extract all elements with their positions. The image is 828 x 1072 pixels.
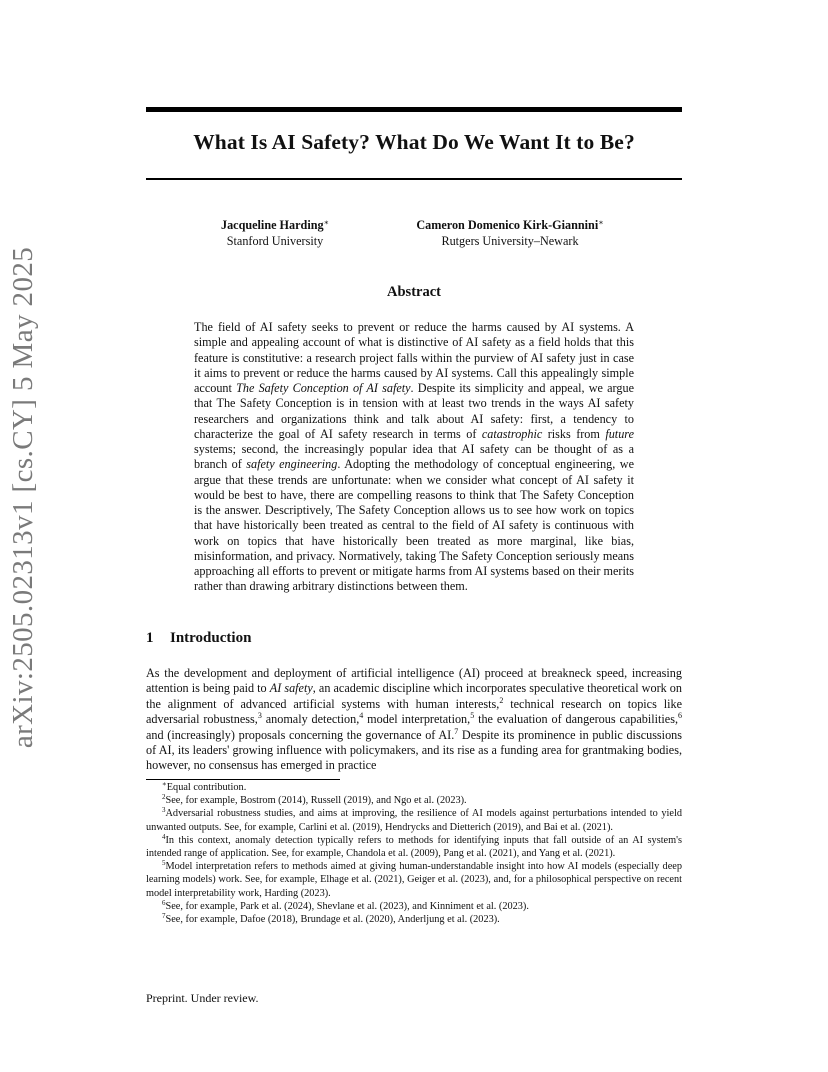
author-block-2 [395, 217, 625, 249]
footnote-mark: 3 [162, 806, 166, 815]
footnote-text: See, for example, Dafoe (2018), Brundage et al. (2020), Anderljung et al. (2023). [165, 914, 500, 926]
arxiv-sidebar-stamp [2, 246, 46, 749]
arxiv-identifier: arXiv:2505.02313v1 [cs.CY] 5 May 2025 [7, 246, 40, 749]
footnote [146, 807, 682, 833]
footnote-mark: 5 [162, 859, 166, 868]
emphasis-text: future [605, 426, 634, 441]
text-run: technical research on topics like adversarial robustness, [146, 696, 682, 727]
footnote [146, 913, 682, 926]
text-run: . Despite its simplicity and appeal, we argue that The Safety Conception is in tension with at least two trends in the ways AI safety researchers and organizations think and talk about AI safety: first, a tendency to characterize the goal of AI safety research in terms of [194, 381, 634, 441]
footnote-mark: ∗ [162, 780, 167, 788]
footnote-mark: 7 [162, 912, 166, 921]
section-number: 1 [146, 630, 154, 646]
author-mark: ∗ [323, 218, 330, 227]
text-run: model interpretation, [363, 712, 471, 727]
abstract-heading: Abstract [387, 284, 441, 300]
text-run: anomaly detection, [261, 712, 360, 727]
text-run: the evaluation of dangerous capabilities, [474, 712, 679, 727]
footnote-ref: 7 [454, 726, 459, 736]
footnote-mark: 4 [162, 832, 166, 841]
section-title: Introduction [170, 630, 252, 646]
section-heading [146, 630, 251, 647]
footnote [146, 781, 682, 794]
emphasis-text: safety engineering [246, 457, 338, 472]
text-run: risks from [542, 426, 606, 441]
footnote [146, 860, 682, 900]
footnote-mark: 6 [162, 898, 166, 907]
emphasis-text: The Safety Conception of AI safety [236, 381, 411, 395]
abstract-body [194, 320, 634, 595]
footnote [146, 794, 682, 807]
author-name: Jacqueline Harding [220, 218, 324, 232]
author-name: Cameron Domenico Kirk-Giannini [416, 218, 599, 232]
footnote-ref: 5 [470, 711, 475, 721]
footnote-ref: 4 [359, 711, 364, 721]
emphasis-text: AI safety [269, 681, 313, 696]
footnote-text: See, for example, Park et al. (2024), Shevlane et al. (2023), and Kinniment et al. (2023). [165, 900, 529, 912]
emphasis-text: catastrophic [481, 426, 543, 441]
author-block-1 [200, 217, 350, 249]
title-bottom-rule [146, 178, 682, 180]
author-affiliation: Stanford University [226, 234, 324, 248]
text-run: The field of AI safety seeks to prevent or reduce the harms caused by AI systems. A simple and appealing account of what is distinctive of AI safety as a field holds that this feature is constitutive: a research project falls within the purview of AI safety just in case it aims to prevent or reduce the harms caused by AI systems. Call this appealingly simple account [194, 320, 634, 395]
footnote-text: In this context, anomaly detection typically refers to methods for identifying inputs that fall outside of an AI system's intended range of application. See, for example, Chandola et al. (2009), Pang et al. (2021), and Yang et al. (2021). [146, 834, 682, 860]
author-mark: ∗ [598, 218, 604, 227]
text-run: systems; second, the increasingly popular idea that AI safety can be thought of as a branch of [194, 442, 634, 472]
footnote-ref: 2 [499, 695, 504, 705]
footnote-ref: 6 [678, 711, 682, 721]
footnote-text: Adversarial robustness studies, and aims at improving, the resilience of AI models against perturbations intended to yield unwanted outputs. See, for example, Carlini et al. (2019), Hendrycks and Dietterich (2019), and Bai et al. (2021). [146, 808, 682, 833]
paper-title: What Is AI Safety? What Do We Want It to Be? [193, 130, 635, 154]
footnote [146, 834, 682, 860]
footnote-mark: 2 [162, 793, 166, 802]
title-top-rule [146, 107, 682, 112]
footnote-divider [146, 779, 340, 780]
text-run: Despite its prominence in public discussions of AI, its leaders' growing influence with policymakers, and its rise as a funding area for grantmaking bodies, however, no consensus has emerged in practice [146, 727, 682, 773]
footnote-text: See, for example, Bostrom (2014), Russell (2019), and Ngo et al. (2023). [165, 795, 467, 807]
author-affiliation: Rutgers University–Newark [441, 234, 579, 248]
text-run: , an academic discipline which incorporates speculative theoretical work on the alignment of advanced artificial systems with human interests, [146, 681, 682, 711]
footnote-text: Equal contribution. [166, 782, 247, 793]
text-run: and (increasingly) proposals concerning the governance of AI. [146, 727, 455, 742]
footnote [146, 900, 682, 913]
text-run: . Adopting the methodology of conceptual engineering, we argue that these trends are unfortunate: when we consider what concept of AI safety it would be best to have, there are compelling reasons to think that The Safety Conception is the answer. Descriptively, The Safety Conception allows us to see how work on topics that have historically been treated as central to the field of AI safety is continuous with work on topics that have historically been treated as more marginal, like bias, misinformation, and privacy. Normatively, taking The Safety Conception seriously means approaching all efforts to prevent or mitigate harms from AI systems based on their merits rather than drawing arbitrary distinctions between them. [194, 457, 634, 594]
footnotes [146, 781, 682, 926]
text-run: As the development and deployment of artificial intelligence (AI) proceed at breakneck speed, increasing attention is being paid to [146, 666, 682, 696]
footnote-text: Model interpretation refers to methods aimed at giving human-understandable insight into how AI models (especially deep learning models) work. See, for example, Elhage et al. (2021), Geiger et al. (2023), and, for a philosophical perspective on recent model interpretability work, Harding (2023). [146, 861, 682, 899]
footnote-ref: 3 [257, 711, 262, 721]
page-footer: Preprint. Under review. [146, 991, 259, 1005]
introduction-paragraph [146, 666, 682, 774]
